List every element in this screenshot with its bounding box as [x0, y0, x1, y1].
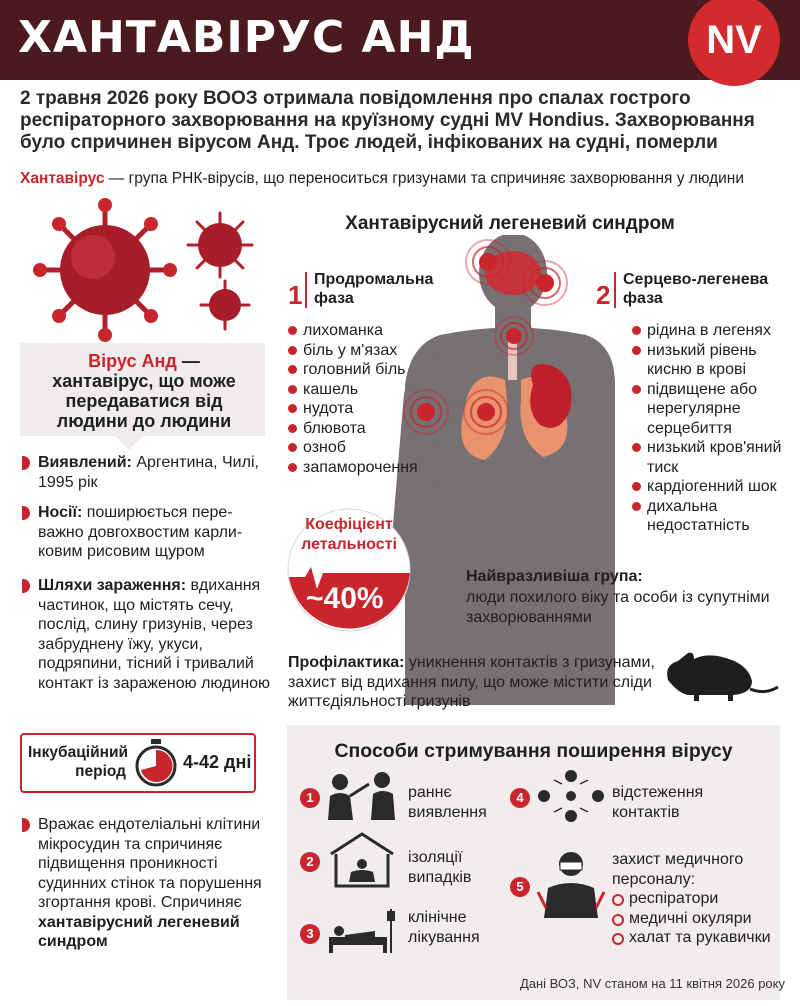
vulnerable-text: люди похилого віку та особи із супутніми захворюваннями	[466, 589, 770, 626]
measure-5-text: захист медичного персоналу:	[612, 851, 744, 888]
endothelial-bold: хантавірусний легеневий синдром	[38, 913, 240, 950]
protection-item: халат та рукавички	[612, 928, 782, 948]
symptom-item: низький кров'яний тиск	[632, 438, 782, 477]
andes-description: — хантавірус, що може передаватися від людини до людини	[52, 351, 236, 431]
prevention-body: уникнення контактів з гризунами, захист від вдихання пилу, що може містити сліди життєдіяльності гризунів	[288, 654, 655, 710]
symptom-item: кардіогенний шок	[632, 477, 782, 497]
page-title: ХАНТАВІРУС АНД	[18, 12, 475, 63]
lethality-label: Коефіцієнт летальності	[301, 516, 397, 553]
hps-title: Хантавірусний легеневий синдром	[345, 213, 675, 234]
early-detection-icon	[325, 770, 400, 822]
symptom-item: нудота	[288, 399, 428, 419]
fact-label: Шляхи зараження:	[38, 577, 187, 594]
target-head-right-icon	[523, 261, 567, 305]
symptom-item: запаморочення	[288, 458, 428, 478]
measure-2-text: ізоляції випадків	[408, 849, 472, 886]
incubation-value: 4-42 дні	[183, 752, 252, 772]
definition-text: — група РНК-вірусів, що переноситься гризунами та спричиняє захворювання у людини	[104, 170, 745, 187]
target-throat-icon	[495, 317, 533, 355]
prevention-label: Профілактика:	[288, 654, 405, 671]
measure-1-badge: 1	[300, 788, 320, 808]
phase1-symptoms	[288, 321, 428, 477]
medical-staff-icon	[532, 848, 610, 920]
phase2-divider	[614, 272, 616, 308]
measure-4-badge: 4	[510, 788, 530, 808]
definition-term: Хантавірус	[20, 170, 105, 187]
source-footer: Дані ВОЗ, NV станом на 11 квітня 2026 року	[519, 976, 785, 991]
measure-1-text: раннє виявлення	[408, 784, 487, 821]
phase2-symptoms	[632, 321, 782, 536]
fact-text: поширюється пере-важно довгохвостим карли-ковим рисовим щуром	[38, 504, 243, 560]
incubation-label: Інкубаційний період	[28, 744, 129, 780]
fact-text: вдихання частинок, що містять сечу, послід, слину гризунів, через забруднену їжу, укуси, подряпини, тісний і тривалий контакт із зараженою людиною	[38, 577, 271, 692]
protection-item: респіратори	[612, 889, 782, 909]
andes-name: Вірус Анд	[88, 351, 177, 371]
phase2-number: 2	[596, 280, 611, 310]
measure-4-text: відстеження контактів	[612, 784, 704, 821]
phase1-divider	[305, 272, 307, 308]
fact-label: Виявлений:	[38, 454, 132, 471]
symptom-item: блювота	[288, 419, 428, 439]
phase2-name: Серцево-легенева фаза	[623, 271, 769, 307]
target-head-icon	[466, 240, 510, 284]
symptom-item: кашель	[288, 380, 428, 400]
symptom-item: рідина в легенях	[632, 321, 782, 341]
fact-label: Носії:	[38, 504, 83, 521]
phase1-number: 1	[288, 280, 303, 310]
symptom-item: дихальна недостатність	[632, 497, 782, 536]
fact-text: Аргентина, Чилі, 1995 рік	[38, 454, 259, 491]
prevention-text	[288, 653, 673, 712]
nv-logo[interactable]: NV	[688, 0, 780, 86]
contact-tracing-icon	[532, 768, 610, 824]
treatment-icon	[325, 905, 400, 955]
endothelial-text: Вражає ендотеліальні клітини мікросудин та спричиняє підвищення проникності судинних стінок та порушення згортання крові. Спричиняє	[38, 816, 262, 911]
symptom-item: головний біль	[288, 360, 428, 380]
protection-item: медичні окуляри	[612, 909, 782, 929]
measure-5-badge: 5	[510, 877, 530, 897]
symptom-item: низький рівень кисню в крові	[632, 341, 782, 380]
phase1-name: Продромальна фаза	[314, 271, 434, 307]
lethality-value: ~40%	[306, 582, 384, 615]
measure-3-text: клінічне лікування	[408, 909, 480, 946]
symptom-item: озноб	[288, 438, 428, 458]
symptom-item: лихоманка	[288, 321, 428, 341]
isolation-icon	[325, 830, 400, 888]
measure-2-badge: 2	[300, 852, 320, 872]
rat-icon	[660, 645, 780, 705]
lead-text: 2 травня 2026 року ВООЗ отримала повідомлення про спалах гострого респіраторного захворювання на круїзному судні MV Hondius. Захворювання було спричинен вірусом Анд. Троє людей, інфікованих на судні, померли	[20, 88, 755, 153]
protection-list	[612, 889, 782, 948]
symptom-item: біль у м'язах	[288, 341, 428, 361]
measure-3-badge: 3	[300, 924, 320, 944]
vulnerable-label: Найвразливіша група:	[466, 568, 643, 585]
measures-title: Способи стримування поширення вірусу	[334, 740, 733, 762]
symptom-item: підвищене або нерегулярне серцебиття	[632, 380, 782, 439]
target-lung-icon	[464, 390, 508, 434]
